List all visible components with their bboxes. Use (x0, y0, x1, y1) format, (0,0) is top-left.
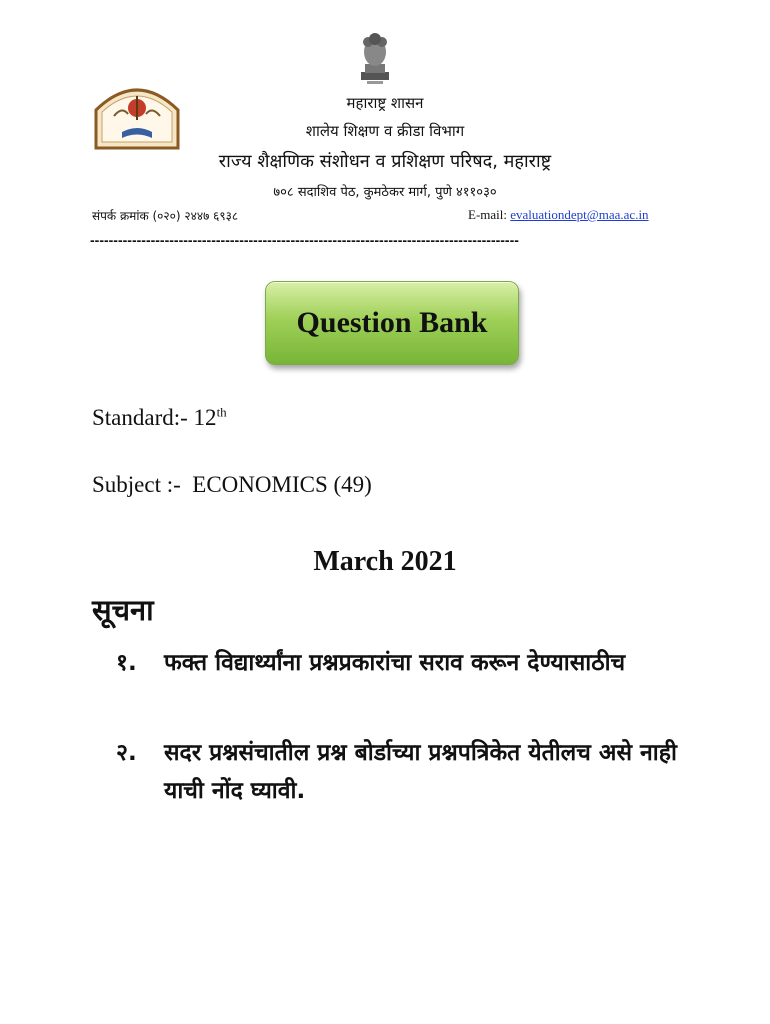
instruction-text: फक्त विद्यार्थ्यांना प्रश्नप्रकारांचा सराव करून देण्यासाठीच (164, 650, 626, 676)
national-emblem-icon (353, 28, 397, 88)
header-address: ७०८ सदाशिव पेठ, कुमठेकर मार्ग, पुणे ४११०३० (273, 185, 497, 200)
instructions-heading: सूचना (92, 593, 154, 627)
standard-label: Standard:- 12 (92, 405, 217, 430)
separator-line: -------------------------------------------------------------------------------------------- (90, 232, 519, 248)
contact-number: संपर्क क्रमांक (०२०) २४४७ ६९३८ (92, 209, 239, 223)
email-label: E-mail: (468, 207, 511, 222)
instruction-text: सदर प्रश्नसंचातील प्रश्न बोर्डाच्या प्रश्नपत्रिकेत येतीलच असे नाही याची नोंद घ्यावी. (164, 740, 677, 804)
instruction-item (116, 644, 686, 724)
question-bank-banner (265, 281, 519, 365)
email-link[interactable]: evaluationdept@maa.ac.in (510, 207, 649, 222)
subject-line: Subject :- ECONOMICS (49) (92, 472, 372, 497)
instruction-number: १. (116, 650, 137, 676)
standard-suffix: th (216, 404, 227, 420)
header-council: राज्य शैक्षणिक संशोधन व प्रशिक्षण परिषद, महाराष्ट्र (218, 151, 552, 172)
instruction-number: २. (116, 740, 137, 766)
email-line (468, 207, 649, 223)
standard-line (92, 405, 227, 431)
exam-date: March 2021 (313, 546, 457, 577)
question-bank-label: Question Bank (296, 306, 488, 339)
header-govt: महाराष्ट्र शासन (346, 94, 424, 112)
instruction-item (116, 734, 686, 814)
header-department: शालेय शिक्षण व क्रीडा विभाग (305, 122, 465, 140)
